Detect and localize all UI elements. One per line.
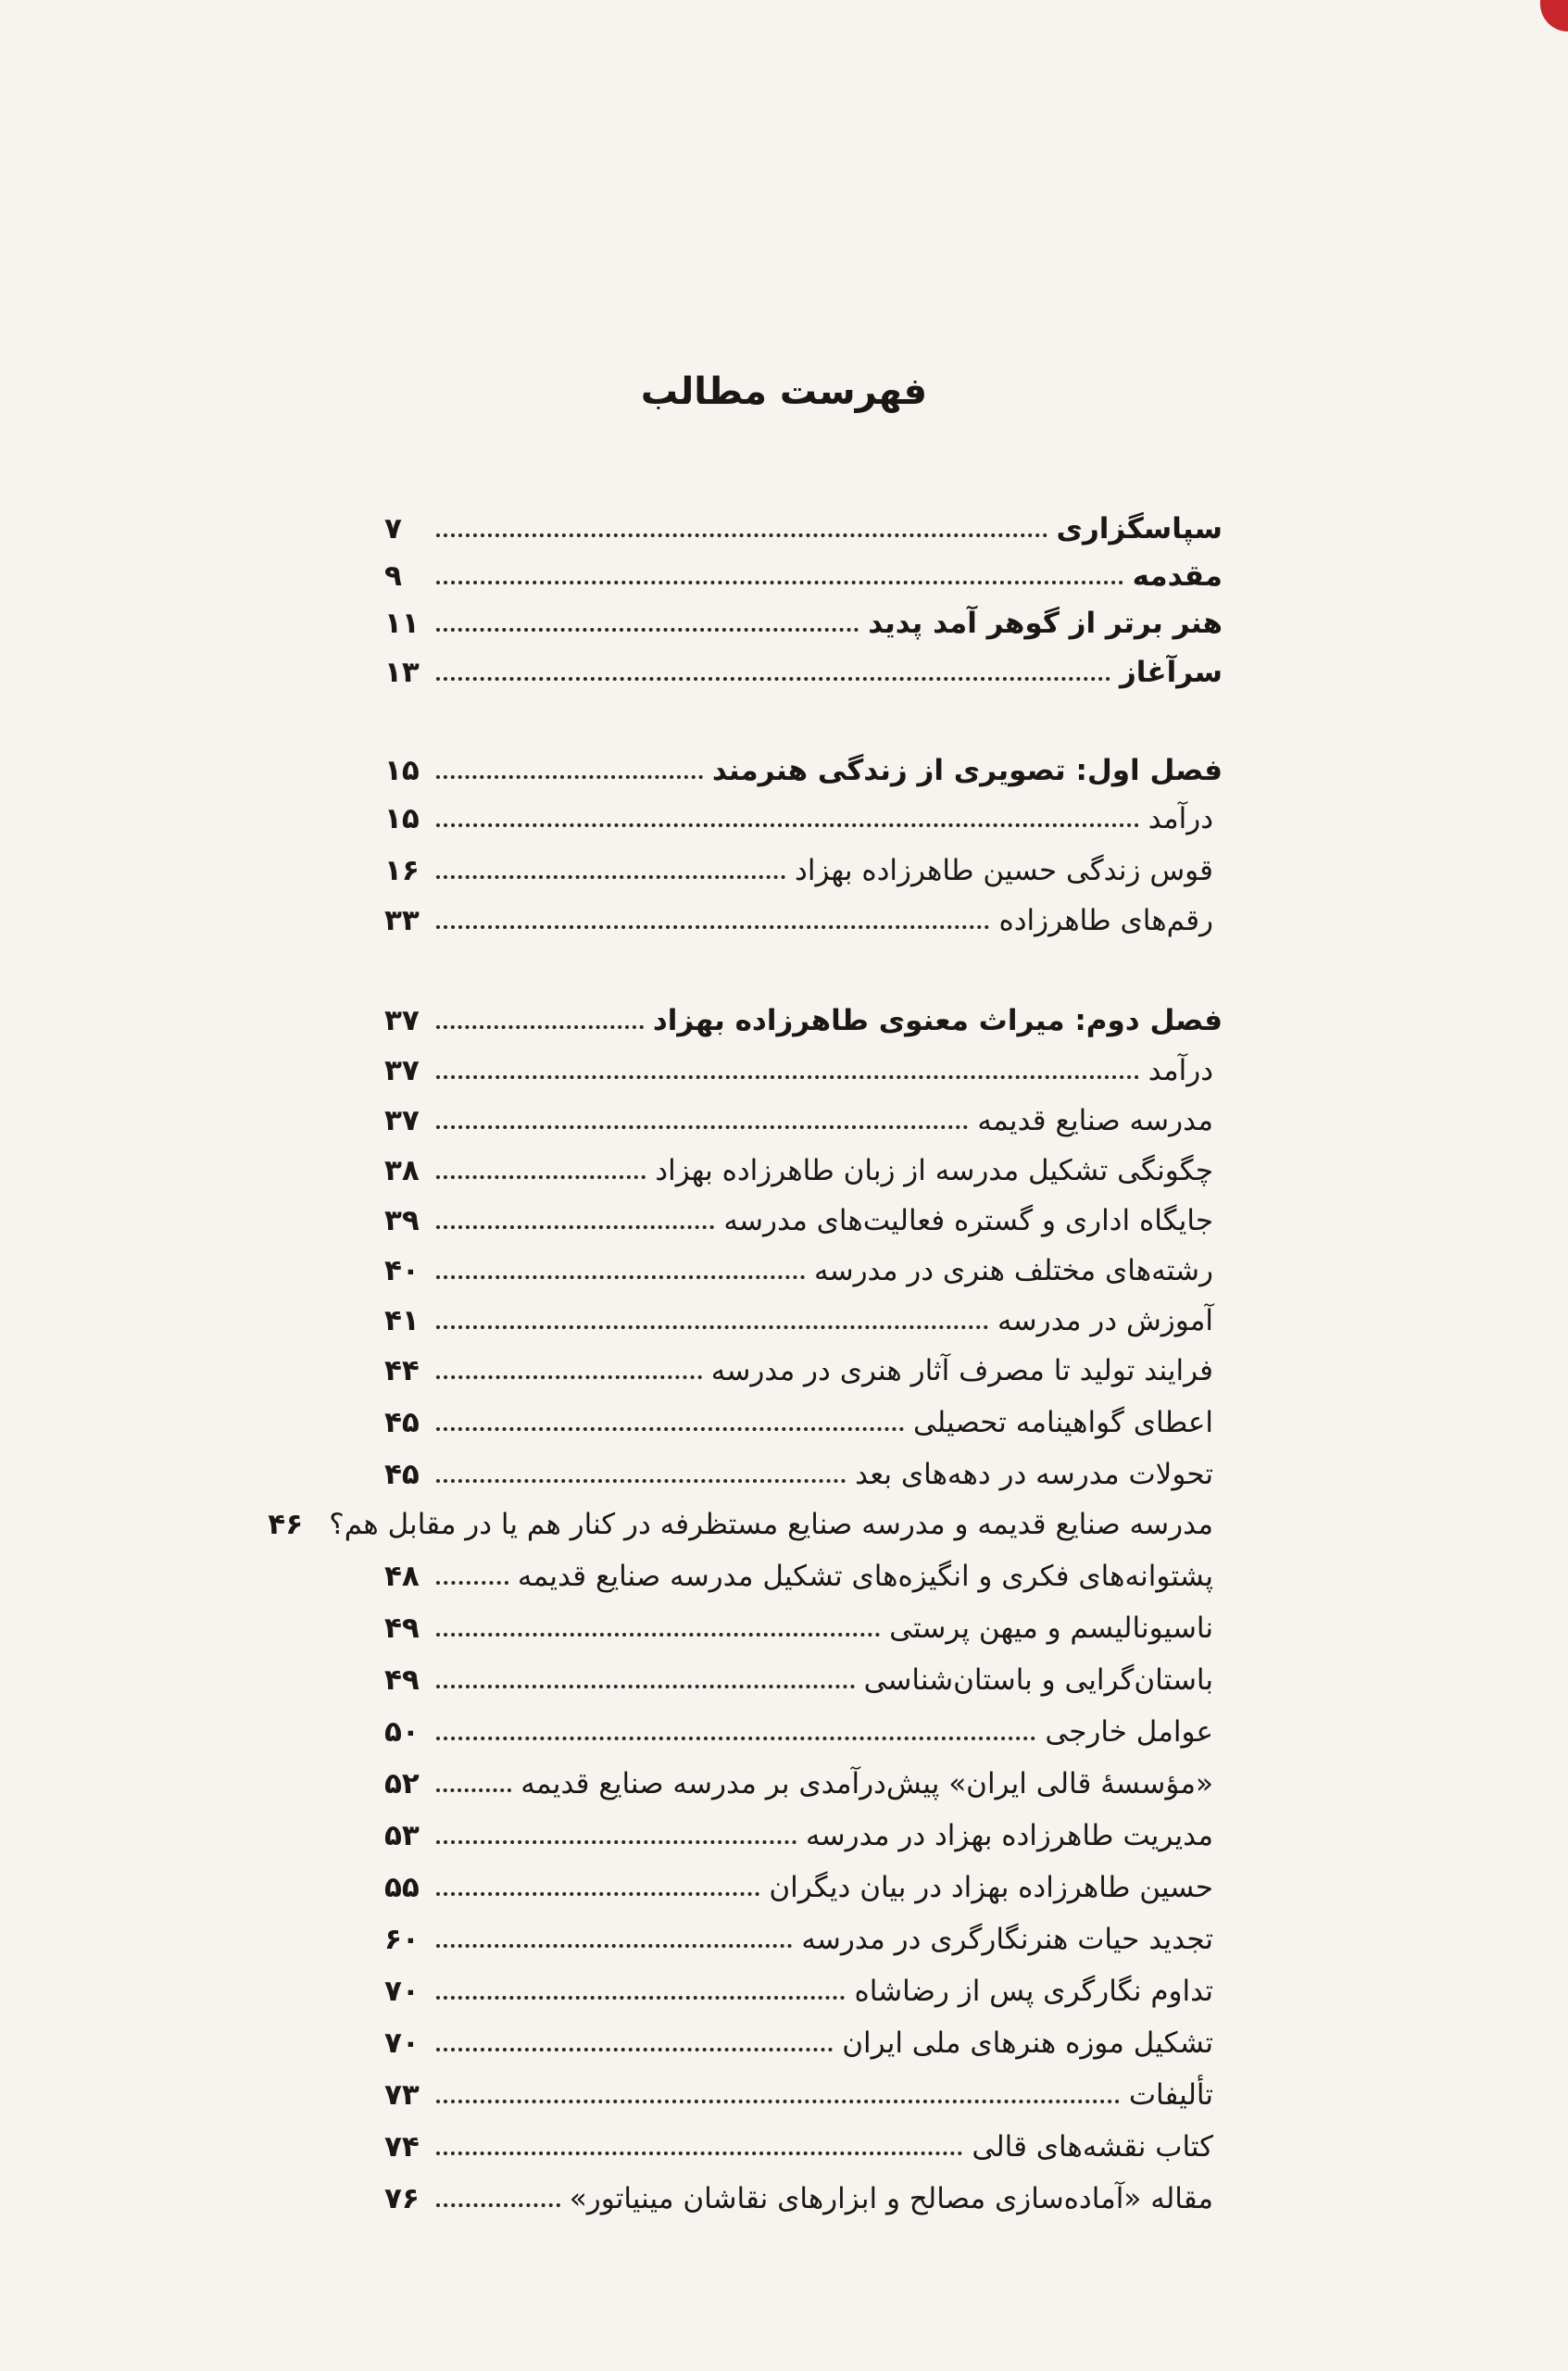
toc-entry — [384, 1812, 1223, 1860]
toc-entry-label: مدرسه صنایع قدیمه و مدرسه صنایع مستظرفه در کنار هم یا در مقابل هم؟ — [329, 1508, 1213, 1541]
toc-entry-page: ۴۵ — [384, 1406, 420, 1439]
toc-entry — [384, 599, 1223, 647]
toc-entry-label: هنر برتر از گوهر آمد پدید — [868, 607, 1223, 640]
toc-entry-page: ۳۷ — [384, 1104, 420, 1137]
toc-entry — [268, 1500, 1223, 1549]
dot-leader — [436, 1262, 805, 1279]
toc-entry-page: ۱۳ — [384, 656, 420, 689]
toc-entry — [384, 1760, 1223, 1808]
toc-entry — [384, 2019, 1223, 2067]
toc-entry-label: فصل اول: تصویری از زندگی هنرمند — [711, 754, 1223, 787]
toc-entry — [384, 2071, 1223, 2119]
page-title: فهرست مطالب — [640, 370, 928, 413]
toc-entry — [384, 997, 1223, 1045]
toc-entry — [384, 1247, 1223, 1295]
dot-leader — [436, 521, 1047, 537]
dot-leader — [436, 1362, 702, 1379]
dot-leader — [436, 1775, 511, 1792]
dot-leader — [436, 1879, 759, 1896]
dot-leader — [436, 1414, 904, 1431]
toc-entry-label: رقم‌های طاهرزاده — [998, 904, 1213, 937]
toc-entry — [384, 648, 1223, 696]
toc-entry-label: سپاسگزاری — [1056, 512, 1223, 546]
toc-entry — [384, 1147, 1223, 1195]
dot-leader — [436, 615, 859, 632]
dot-leader — [436, 1162, 646, 1179]
toc-entry-page: ۱۱ — [384, 607, 420, 640]
toc-entry-page: ۷۰ — [384, 2026, 420, 2060]
toc-entry-label: تجدید حیات هنرنگارگری در مدرسه — [801, 1923, 1213, 1956]
toc-entry-label: اعطای گواهینامه تحصیلی — [912, 1406, 1213, 1439]
toc-entry-page: ۴۹ — [384, 1612, 420, 1645]
toc-entry-page: ۴۹ — [384, 1663, 420, 1697]
toc-entry-page: ۷۴ — [384, 2130, 420, 2164]
dot-leader — [436, 2087, 1120, 2103]
toc-entry-page: ۴۱ — [384, 1304, 420, 1337]
dot-leader — [436, 1466, 846, 1483]
dot-leader — [436, 1672, 855, 1688]
dot-leader — [436, 2190, 560, 2207]
toc-entry-page: ۳۷ — [384, 1004, 420, 1037]
toc-entry-page: ۳۷ — [384, 1054, 420, 1087]
toc-entry-page: ۶۰ — [384, 1923, 420, 1956]
toc-entry-page: ۵۰ — [384, 1715, 420, 1749]
dot-leader — [436, 862, 785, 879]
toc-entry-label: تداوم نگارگری پس از رضاشاه — [854, 1975, 1213, 2008]
toc-entry-page: ۷۳ — [384, 2078, 420, 2112]
dot-leader — [436, 1312, 988, 1329]
toc-entry-label: تألیفات — [1128, 2078, 1213, 2112]
toc-entry-label: فرایند تولید تا مصرف آثار هنری در مدرسه — [710, 1354, 1213, 1387]
toc-entry — [384, 1915, 1223, 1963]
toc-entry-page: ۳۹ — [384, 1204, 420, 1237]
toc-entry — [384, 1097, 1223, 1145]
toc-entry-page: ۷۰ — [384, 1975, 420, 2008]
toc-entry-label: «مؤسسهٔ قالی ایران» پیش‌درآمدی بر مدرسه صنایع قدیمه — [521, 1767, 1213, 1800]
toc-entry-label: مدیریت طاهرزاده بهزاد در مدرسه — [806, 1819, 1213, 1852]
dot-leader — [436, 1212, 714, 1229]
toc-entry-page: ۵۵ — [384, 1871, 420, 1904]
toc-entry — [384, 1450, 1223, 1499]
toc-entry-label: مقدمه — [1132, 559, 1223, 593]
dot-leader — [436, 1012, 644, 1029]
toc-entry-label: آموزش در مدرسه — [997, 1304, 1213, 1337]
toc-entry-label: فصل دوم: میراث معنوی طاهرزاده بهزاد — [652, 1004, 1223, 1037]
dot-leader — [436, 1827, 797, 1844]
toc-entry-page: ۳۳ — [384, 904, 420, 937]
dot-leader — [436, 1931, 792, 1948]
toc-entry-page: ۵۳ — [384, 1819, 420, 1852]
toc-entry-label: پشتوانه‌های فکری و انگیزه‌های تشکیل مدرسه صنایع قدیمه — [517, 1560, 1213, 1593]
toc-entry-label: مقاله «آماده‌سازی مصالح و ابزارهای نقاشان مینیاتور» — [569, 2182, 1213, 2215]
toc-entry-label: کتاب نقشه‌های قالی — [972, 2130, 1213, 2164]
toc-entry-label: تشکیل موزه هنرهای ملی ایران — [842, 2026, 1213, 2060]
toc-entry — [384, 1967, 1223, 2015]
dot-leader — [436, 762, 703, 779]
toc-entry-label: جایگاه اداری و گستره فعالیت‌های مدرسه — [723, 1204, 1213, 1237]
toc-entry-label: تحولات مدرسه در دهه‌های بعد — [855, 1458, 1213, 1491]
toc-entry-label: ناسیونالیسم و میهن پرستی — [889, 1612, 1213, 1645]
toc-entry-label: رشته‌های مختلف هنری در مدرسه — [813, 1254, 1213, 1287]
toc-entry-page: ۴۴ — [384, 1354, 420, 1387]
toc-entry — [384, 1552, 1223, 1600]
toc-entry-label: سرآغاز — [1119, 656, 1223, 689]
toc-entry — [384, 2123, 1223, 2171]
toc-entry — [384, 1708, 1223, 1756]
toc-entry-label: عوامل خارجی — [1045, 1715, 1213, 1749]
toc-entry-page: ۵۲ — [384, 1767, 420, 1800]
toc-entry-page: ۱۵ — [384, 754, 420, 787]
toc-entry-label: مدرسه صنایع قدیمه — [977, 1104, 1213, 1137]
toc-entry — [384, 1197, 1223, 1245]
toc-entry — [384, 2175, 1223, 2223]
dot-leader — [436, 1724, 1035, 1740]
toc-entry-page: ۴۵ — [384, 1458, 420, 1491]
toc-entry-label: درآمد — [1148, 1054, 1213, 1087]
toc-entry — [384, 847, 1223, 895]
dot-leader — [436, 664, 1110, 681]
dot-leader — [436, 2035, 833, 2051]
toc-entry-page: ۹ — [384, 559, 402, 593]
dot-leader — [436, 2139, 962, 2155]
toc-entry-page: ۱۵ — [384, 802, 420, 835]
toc-entry — [384, 1047, 1223, 1095]
dot-leader — [436, 1620, 880, 1637]
toc-entry — [384, 897, 1223, 945]
toc-entry-page: ۴۰ — [384, 1254, 420, 1287]
toc-entry — [384, 795, 1223, 843]
toc-entry — [384, 1604, 1223, 1652]
toc-entry — [384, 1347, 1223, 1395]
toc-entry-page: ۷۶ — [384, 2182, 420, 2215]
toc-entry — [384, 505, 1223, 553]
dot-leader — [436, 912, 989, 929]
toc-entry — [384, 1863, 1223, 1912]
dot-leader — [436, 1112, 968, 1129]
toc-entry-page: ۷ — [384, 512, 402, 546]
toc-entry-label: باستان‌گرایی و باستان‌شناسی — [863, 1663, 1213, 1697]
toc-entry-label: درآمد — [1148, 802, 1213, 835]
toc-entry — [384, 552, 1223, 600]
toc-entry-page: ۴۶ — [268, 1508, 304, 1541]
toc-entry-label: قوس زندگی حسین طاهرزاده بهزاد — [795, 854, 1213, 887]
toc-entry — [384, 746, 1223, 795]
toc-entry-page: ۱۶ — [384, 854, 420, 887]
toc-entry-page: ۴۸ — [384, 1560, 420, 1593]
toc-entry — [384, 1399, 1223, 1447]
toc-entry — [384, 1297, 1223, 1345]
toc-entry-label: چگونگی تشکیل مدرسه از زبان طاهرزاده بهزاد — [655, 1154, 1213, 1187]
toc-entry — [384, 1656, 1223, 1704]
dot-leader — [436, 1983, 845, 2000]
toc-entry-page: ۳۸ — [384, 1154, 420, 1187]
toc-entry-label: حسین طاهرزاده بهزاد در بیان دیگران — [769, 1871, 1213, 1904]
dot-leader — [436, 568, 1123, 584]
page-edge-mark — [1540, 0, 1568, 31]
dot-leader — [436, 1062, 1139, 1079]
dot-leader — [436, 810, 1139, 827]
dot-leader — [436, 1568, 508, 1585]
